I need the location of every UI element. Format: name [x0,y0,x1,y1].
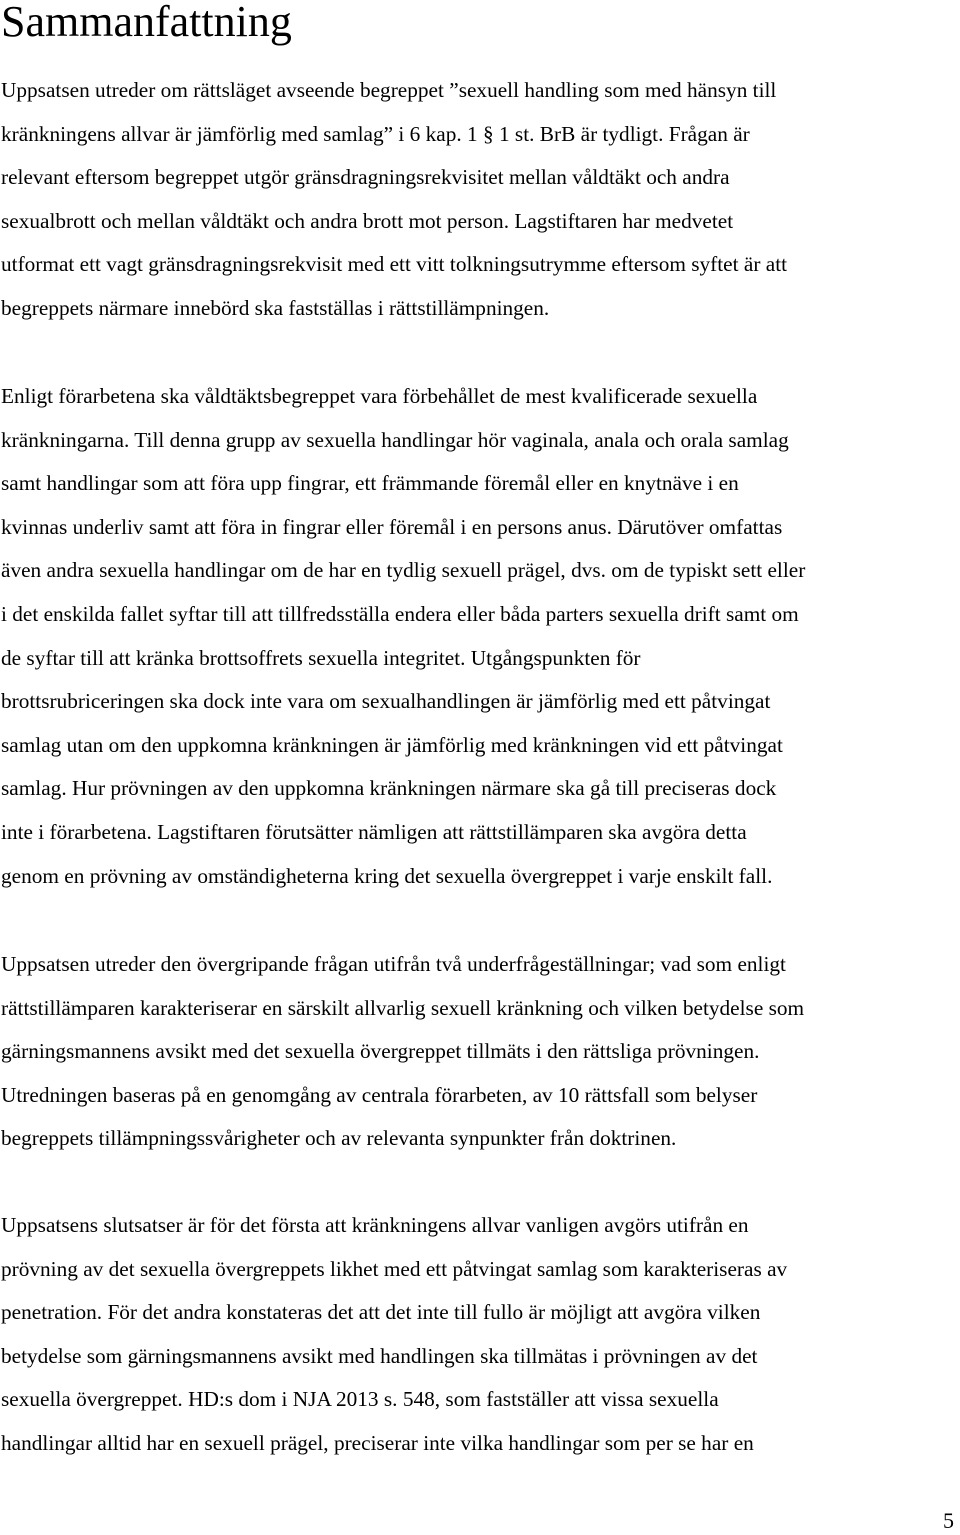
paragraph-line: relevant eftersom begreppet utgör gränsdragningsrekvisitet mellan våldtäkt och andra [1,165,730,190]
paragraph-2 [1,375,956,898]
paragraph-line: Enligt förarbetena ska våldtäktsbegreppet vara förbehållet de mest kvalificerade sexuella [1,384,758,408]
paragraph-line: i det enskilda fallet syftar till att tillfredsställa endera eller båda parters sexuella drift samt om [1,601,799,626]
paragraph-line: sexuella övergreppet. HD:s dom i NJA 2013 s. 548, som fastställer att vissa sexuella [1,1387,719,1412]
paragraph-line: samlag utan om den uppkomna kränkningen är jämförlig med kränkningen vid ett påtvingat [1,732,783,757]
paragraph-line: samlag. Hur prövningen av den uppkomna kränkningen närmare ska gå till preciseras dock [1,776,777,801]
paragraph-line: penetration. För det andra konstateras det att det inte till fullo är möjligt att avgöra vilken [1,1300,761,1325]
paragraph-line: Uppsatsen utreder den övergripande frågan utifrån två underfrågeställningar; vad som enligt [1,952,786,976]
paragraph-4 [1,1204,956,1466]
paragraph-3 [1,943,956,1161]
paragraph-line: handlingar alltid har en sexuell prägel, preciserar inte vilka handlingar som per se har en [1,1430,754,1455]
paragraph-line: brottsrubriceringen ska dock inte vara om sexualhandlingen är jämförlig med ett påtvingat [1,689,771,714]
paragraph-line: prövning av det sexuella övergreppets likhet med ett påtvingat samlag som karakteriseras av [1,1256,788,1281]
paragraph-line: betydelse som gärningsmannens avsikt med handlingen ska tillmätas i prövningen av det [1,1343,758,1368]
paragraph-line: kvinnas underliv samt att föra in fingrar eller föremål i en persons anus. Därutöver omfattas [1,514,783,539]
paragraph-line: samt handlingar som att föra upp fingrar, ett främmande föremål eller en knytnäve i en [1,471,739,496]
paragraph-line: utformat ett vagt gränsdragningsrekvisit med ett vitt tolkningsutrymme eftersom syftet är att [1,252,788,277]
paragraph-line: Uppsatsens slutsatser är för det första att kränkningens allvar vanligen avgörs utifrån en [1,1213,749,1237]
paragraph-line: genom en prövning av omständigheterna kring det sexuella övergreppet i varje enskilt fall. [1,863,773,888]
paragraph-line: kränkningarna. Till denna grupp av sexuella handlingar hör vaginala, anala och orala samlag [1,427,789,452]
page-number: 5 [943,1508,954,1533]
paragraph-line: gärningsmannens avsikt med det sexuella övergreppet tillmäts i den rättsliga prövningen. [1,1039,760,1064]
page-title: Sammanfattning [1,0,292,46]
paragraph-line: kränkningens allvar är jämförlig med samlag” i 6 kap. 1 § 1 st. BrB är tydligt. Frågan är [1,121,750,146]
paragraph-line: även andra sexuella handlingar om de har en tydlig sexuell prägel, dvs. om de typiskt sett eller [1,558,806,583]
paragraph-line: begreppets närmare innebörd ska fastställas i rättstillämpningen. [1,295,550,320]
paragraph-line: de syftar till att kränka brottsoffrets sexuella integritet. Utgångspunkten för [1,645,641,670]
paragraph-line: Uppsatsen utreder om rättsläget avseende begreppet ”sexuell handling som med hänsyn till [1,78,777,102]
paragraph-line: inte i förarbetena. Lagstiftaren förutsätter nämligen att rättstillämparen ska avgöra detta [1,819,747,844]
paragraph-line: sexualbrott och mellan våldtäkt och andra brott mot person. Lagstiftaren har medvetet [1,208,734,233]
paragraph-1 [1,69,956,331]
paragraph-line: begreppets tillämpningssvårigheter och av relevanta synpunkter från doktrinen. [1,1126,677,1151]
paragraph-line: Utredningen baseras på en genomgång av centrala förarbeten, av 10 rättsfall som belyser [1,1082,758,1107]
paragraph-line: rättstillämparen karakteriserar en särskilt allvarlig sexuell kränkning och vilken betydelse som [1,995,805,1020]
